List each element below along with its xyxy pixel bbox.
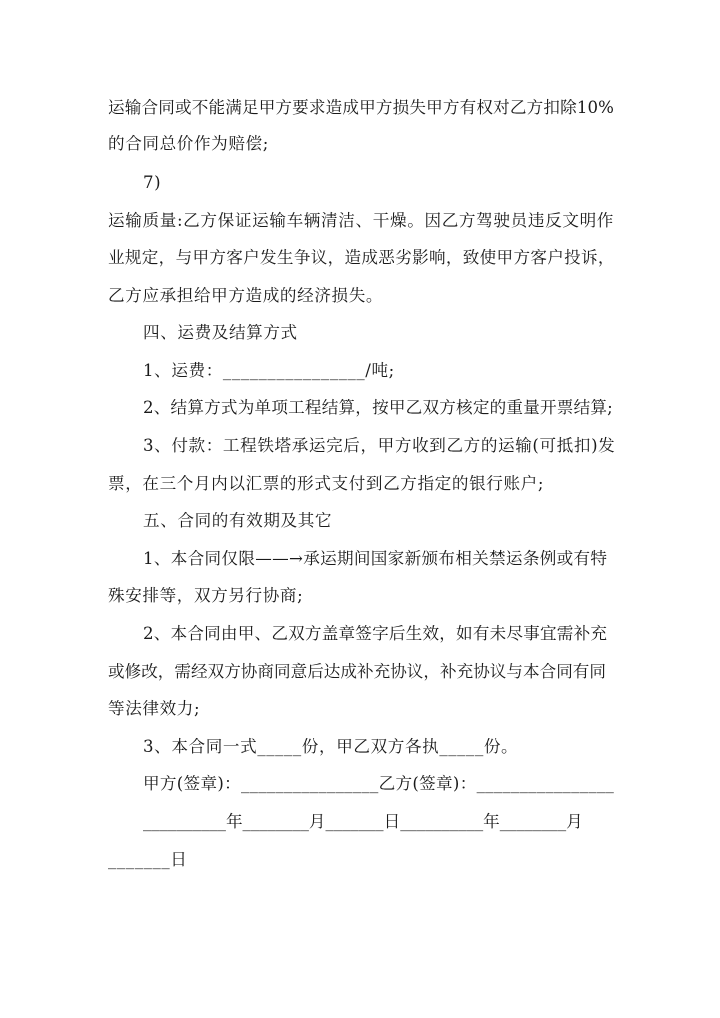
text-line: 运输合同或不能满足甲方要求造成甲方损失甲方有权对乙方扣除10% (108, 98, 614, 117)
text-line: 3、付款：工程铁塔承运完后，甲方收到乙方的运输(可抵扣)发 (143, 436, 616, 455)
section-heading: 五、合同的有效期及其它 (143, 511, 333, 530)
date-line: _______日 (108, 850, 188, 869)
text-line: 殊安排等，双方另行协商; (108, 586, 304, 605)
text-line: 的合同总价作为赔偿; (108, 134, 269, 153)
freight-field: 1、运费：________________/吨; (143, 361, 395, 380)
text-line: 票，在三个月内以汇票的形式支付到乙方指定的银行账户; (108, 474, 545, 493)
copies-field: 3、本合同一式_____份，甲乙双方各执_____份。 (143, 737, 519, 756)
signature-line: 甲方(签章)：________________乙方(签章)：________________ (143, 774, 615, 793)
text-line: 1、本合同仅限——→承运期间国家新颁布相关禁运条例或有特 (143, 549, 608, 568)
text-line: 2、结算方式为单项工程结算，按甲乙双方核定的重量开票结算; (143, 398, 613, 417)
text-line: 运输质量:乙方保证运输车辆清洁、干燥。因乙方驾驶员违反文明作 (108, 211, 614, 230)
text-line: 2、本合同由甲、乙双方盖章签字后生效，如有未尽事宜需补充 (143, 624, 608, 643)
text-line: 等法律效力; (108, 699, 201, 718)
text-line: 业规定，与甲方客户发生争议，造成恶劣影响，致使甲方客户投诉， (108, 248, 615, 267)
list-number: 7) (143, 173, 162, 192)
date-line: __________年________月_______日__________年________月 (143, 812, 583, 831)
section-heading: 四、运费及结算方式 (143, 323, 298, 342)
text-line: 乙方应承担给甲方造成的经济损失。 (108, 286, 384, 305)
text-line: 或修改，需经双方协商同意后达成补充协议，补充协议与本合同有同 (108, 662, 606, 681)
